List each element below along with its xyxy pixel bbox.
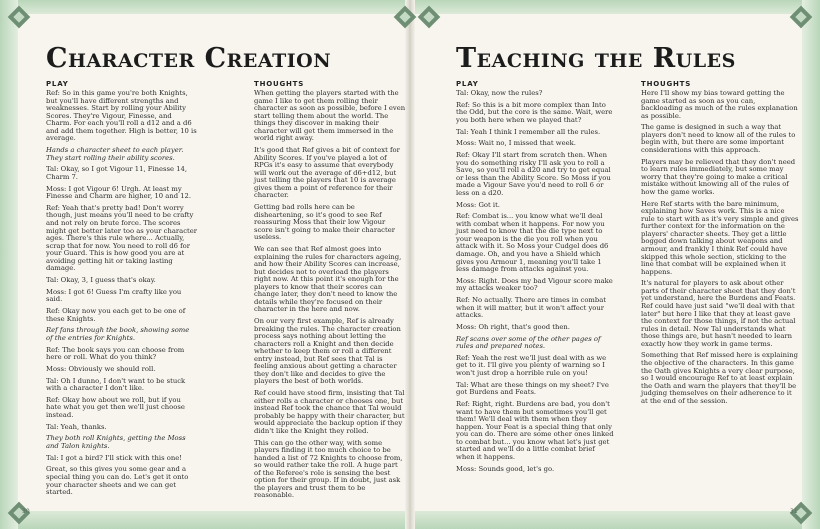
- paragraph: Moss: I got 6! Guess I'm crafty like you said.: [46, 287, 182, 304]
- corner-ornament-icon: [416, 4, 442, 30]
- paragraph: Ref: Okay I'll start from scratch then. When you do something risky I'll ask you to roll a Save, so you'll roll a d20 and try to get equal or less than the Ability Score. So Moss if you made a Vigour Save you'd need to roll 6 or less on a d20.: [456, 151, 611, 197]
- paragraph: Players may be relieved that they don't need to learn rules immediately, but some may worry that they're going to make a critical mistake without knowing all of the rules of how the game works.: [641, 157, 796, 196]
- page-title: Character Creation: [46, 43, 332, 74]
- paragraph: Ref: The book says you can choose from here or roll. What do you think?: [46, 345, 185, 362]
- paragraph: When getting the players started with the game I like to get them rolling their character as soon as possible, before I even start telling them about the world. The things they discover in making their character will get them immersed in the world right away.: [254, 89, 406, 143]
- paragraph: On our very first example, Ref is already breaking the rules. The character creation process says nothing about letting the characters roll a Knight and then decide whether to keep them or roll a different entry instead, but Ref sees that Tal is feeling anxious about getting a character they don't like and decides to give the players the best of both worlds.: [254, 317, 401, 386]
- corner-ornament-icon: [788, 4, 814, 30]
- paragraph-list: [254, 90, 406, 500]
- left-page: [46, 44, 406, 504]
- paragraph: Moss: Obviously we should roll.: [46, 364, 156, 373]
- page-number-right: 31: [790, 508, 798, 515]
- paragraph: Tal: Yeah, thanks.: [46, 422, 107, 431]
- paragraph: Ref: Okay now you each get to be one of these Knights.: [46, 306, 186, 323]
- column-heading: PLAY: [46, 80, 69, 88]
- paragraph: Here Ref starts with the bare minimum, explaining how Saves work. This is a nice rule to start with as it's very simple and gives further context for the information on the players' character sheets. They get a little bogged down talking about weapons and armour, and frankly I think Ref could have skipped this whole section, sticking to the line that combat will be explained when it happens.: [641, 199, 799, 276]
- paragraph-list: [46, 90, 198, 497]
- right-border: [802, 0, 820, 529]
- corner-ornament-icon: [392, 4, 418, 30]
- paragraph: Moss: Got it.: [456, 200, 500, 209]
- paragraph: Ref could have stood firm, insisting that Tal either rolls a character or chooses one, but instead Ref took the chance that Tal would probably be happy with their character, but would appreciate the backup option if they didn't like the Knight they rolled.: [254, 389, 405, 435]
- paragraph-list: [641, 90, 799, 405]
- paragraph: Tal: Yeah I think I remember all the rules.: [456, 127, 601, 136]
- paragraph: Tal: Oh I dunno, I don't want to be stuck with a character I don't like.: [46, 376, 186, 393]
- paragraph: The game is designed in such a way that players don't need to know all of the rules to begin with, but there are some important considerations with this approach.: [641, 123, 796, 155]
- paragraph: Ref fans through the book, showing some of the entries for Knights.: [46, 326, 190, 342]
- paragraph: Ref: Right, right. Burdens are bad, you don't want to have them but sometimes you'll get them! We'll deal with them when they happen. Your Feat is a special thing that only you can do. There are some other ones linked to combat but... you know what let's just get started and we'll do a little combat brief when it happens.: [456, 400, 614, 461]
- paragraph: Here I'll show my bias toward getting the game started as soon as you can, backloading as much of the rules explanation as possible.: [641, 89, 798, 120]
- paragraph: Moss: Right. Does my bad Vigour score make my attacks weaker too?: [456, 276, 613, 293]
- paragraph: It's natural for players to ask about other parts of their character sheet that they don't yet understand, here the Burdens and Feats. Ref could have just said "we'll deal with that later" but here I like that they at least gave the context for those things, if not the actual rules in detail. Now Tal understands what those things are, but hasn't needed to learn exactly how they work in game terms.: [641, 279, 796, 348]
- paragraph: Ref: Yeah the rest we'll just deal with as we get to it. I'll give you plenty of warning so I won't just drop a horrible rule on you!: [456, 353, 607, 378]
- paragraph: Moss: Sounds good, let's go.: [456, 464, 555, 473]
- left-border: [0, 0, 18, 529]
- paragraph: They both roll Knights, getting the Moss and Talon knights.: [46, 434, 186, 450]
- column-heading: PLAY: [456, 80, 479, 88]
- column-heading: THOUGHTS: [254, 80, 305, 88]
- right-page: [456, 44, 799, 477]
- paragraph: Hands a character sheet to each player. They start rolling their ability scores.: [46, 146, 184, 162]
- paragraph: Great, so this gives you some gear and a special thing you can do. Let's get it onto your character sheets and we can get started.: [46, 465, 189, 497]
- paragraph: Ref: So this is a bit more complex than Into the Odd, but the core is the same. Wait, were you both here when we played that?: [456, 100, 613, 124]
- column-heading: THOUGHTS: [641, 80, 692, 88]
- paragraph: We can see that Ref almost goes into explaining the rules for characters ageing, and how their Ability Scores can increase, but decides not to overload the players right now. At this point it's enough for the players to know that their scores can change later, they don't need to know the details while they're focused on their character in the here and now.: [254, 244, 402, 314]
- paragraph: Something that Ref missed here is explaining the objective of the characters. In this game the Oath gives Knights a very clear purpose, so I would encourage Ref to at least explain the Oath and warn the players that they'll be judging themselves on their adherence to it at the end of the session.: [641, 351, 798, 405]
- paragraph: Moss: I got Vigour 6! Urgh. At least my Finesse and Charm are higher, 10 and 12.: [46, 184, 192, 201]
- paragraph: Ref: Okay how about we roll, but if you hate what you get then we'll just choose instead.: [46, 395, 185, 419]
- paragraph: It's good that Ref gives a bit of context for Ability Scores. If you've played a lot of RPGs it's easy to assume that everybody will work out the average of d6+d12, but just telling the players that 10 is average gives them a point of reference for their character.: [254, 146, 400, 200]
- paragraph: This can go the other way, with some players finding it too much choice to be handed a list of 72 Knights to choose from, so would rather take the roll. A huge part of the Referee's role is sensing the best option for their group. If in doubt, just ask the players and trust them to be reasonable.: [254, 438, 403, 500]
- paragraph: Ref: Yeah that's pretty bad! Don't worry though, just means you'll need to be crafty and not rely on brute force. The scores might get better later too as your character ages. There's this rule where... Actually, scrap that for now. You need to roll d6 for your Guard. This is how good you are at avoiding getting hit or taking lasting damage.: [46, 203, 198, 273]
- paragraph: Moss: Wait no, I missed that week.: [456, 139, 576, 148]
- thoughts-column: [641, 80, 799, 477]
- corner-ornament-icon: [6, 4, 32, 30]
- paragraph: Tal: Okay, so I got Vigour 11, Finesse 14, Charm 7.: [46, 165, 188, 181]
- paragraph: Ref: Combat is... you know what we'll deal with combat when it happens. For now you just need to know that the die type next to your weapon is the die you roll when you attack with it. So Moss your Cudgel does d6 damage. Oh, and you have a Shield which gives you Armour 1, meaning you'll take 1 less damage from attacks against you.: [456, 212, 609, 274]
- paragraph: Tal: I got a bird? I'll stick with this one!: [46, 453, 182, 462]
- book-gutter: [405, 0, 415, 529]
- page-title: Teaching the Rules: [456, 43, 736, 74]
- page-number-left: 30: [22, 508, 30, 515]
- paragraph: Tal: What are these things on my sheet? I've got Burdens and Feats.: [456, 380, 609, 397]
- two-column-body: [46, 80, 406, 504]
- paragraph: Ref: So in this game you're both Knights, but you'll have different strengths and weaknesses. Start by rolling your Ability Scores. They're Vigour, Finesse, and Charm. For each you'll roll a d12 and a d6 and add them together. High is better, 10 is average.: [46, 89, 197, 143]
- play-column: [456, 80, 614, 477]
- paragraph: Getting bad rolls here can be disheartening, so it's good to see Ref reassuring Moss that their low Vigour score isn't going to make their character useless.: [254, 203, 395, 242]
- paragraph: Tal: Okay, 3, I guess that's okay.: [46, 275, 156, 284]
- two-column-body: [456, 80, 799, 477]
- thoughts-column: [254, 80, 406, 504]
- paragraph: Ref: No actually. There are times in combat when it will matter, but it won't affect your attacks.: [456, 296, 606, 320]
- paragraph-list: [456, 90, 614, 473]
- paragraph: Moss: Oh right, that's good then.: [456, 322, 570, 331]
- play-column: [46, 80, 198, 504]
- paragraph: Tal: Okay, now the rules?: [456, 89, 543, 97]
- paragraph: Ref scans over some of the other pages of rules and prepared notes.: [456, 334, 601, 351]
